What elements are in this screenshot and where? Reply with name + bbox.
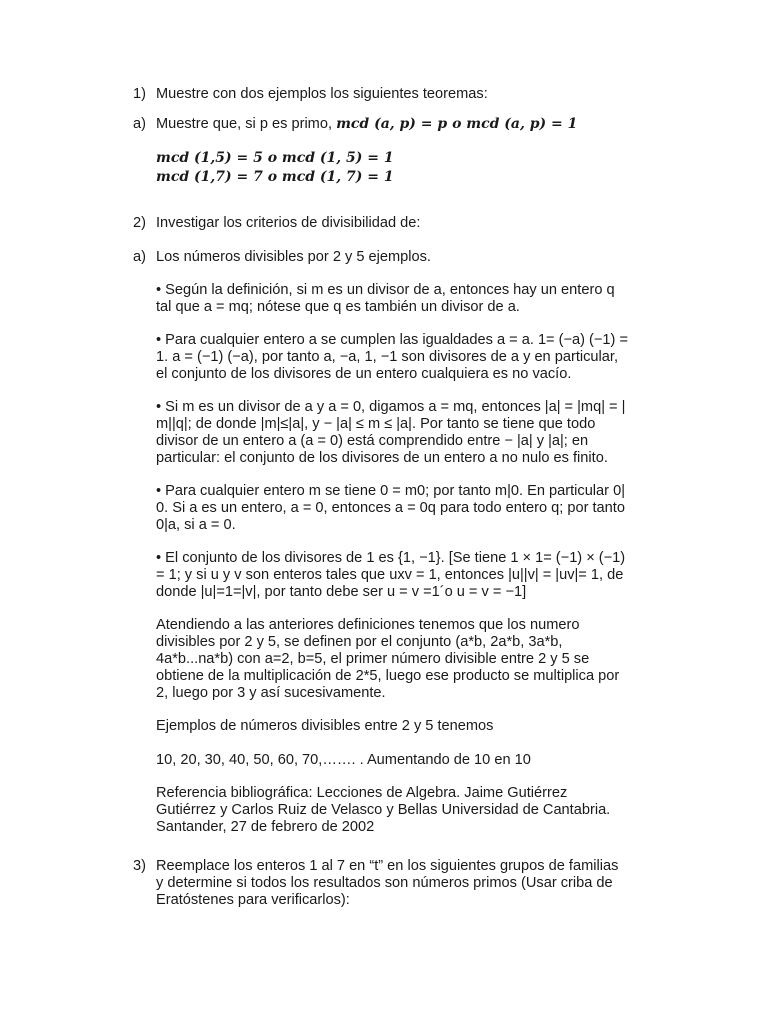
paragraph-3-line-2: m||q|; de donde |m|≤|a|, y − |a| ≤ m ≤ |a|. Por tanto se tiene que todo (156, 416, 596, 432)
item-2-text: Investigar los criterios de divisibilidad de: (156, 215, 421, 231)
item-1-number: 1) (133, 86, 146, 102)
paragraph-3-line-1: • Si m es un divisor de a y a = 0, digamos a = mq, entonces |a| = |mq| = | (156, 399, 626, 415)
example-line-2: mcd (1,7) = 7 o mcd (1, 7) = 1 (156, 169, 394, 185)
item-3-number: 3) (133, 858, 146, 874)
paragraph-2-line-1: • Para cualquier entero a se cumplen las igualdades a = a. 1= (−a) (−1) = (156, 332, 628, 348)
item-2-number: 2) (133, 215, 146, 231)
paragraph-5-line-2: = 1; y si u y v son enteros tales que uxv = 1, entonces |u||v| = |uv|= 1, de (156, 567, 624, 583)
paragraph-2-line-2: 1. a = (−1) (−a), por tanto a, −a, 1, −1 son divisores de a y en particular, (156, 349, 618, 365)
item-1-text: Muestre con dos ejemplos los siguientes teoremas: (156, 86, 488, 102)
reference-line-1: Referencia bibliográfica: Lecciones de Algebra. Jaime Gutiérrez (156, 785, 568, 801)
item-2a-number: a) (133, 249, 146, 265)
paragraph-2-line-3: el conjunto de los divisores de un entero cualquiera es no vacío. (156, 366, 572, 382)
paragraph-4-line-2: 0. Si a es un entero, a = 0, entonces a = 0q para todo entero q; por tanto (156, 500, 625, 516)
paragraph-6-line-5: 2, luego por 3 y así sucesivamente. (156, 685, 386, 701)
item-3-line-3: Eratóstenes para verificarlos): (156, 892, 350, 908)
reference-line-3: Santander, 27 de febrero de 2002 (156, 819, 375, 835)
item-3-line-2: y determine si todos los resultados son números primos (Usar criba de (156, 875, 613, 891)
paragraph-5-line-1: • El conjunto de los divisores de 1 es {1, −1}. [Se tiene 1 × 1= (−1) × (−1) (156, 550, 626, 566)
paragraph-4-line-1: • Para cualquier entero m se tiene 0 = m0; por tanto m|0. En particular 0| (156, 483, 625, 499)
paragraph-6-line-4: obtiene de la multiplicación de 2*5, luego ese producto se multiplica por (156, 668, 620, 684)
paragraph-4-line-3: 0|a, si a = 0. (156, 517, 236, 533)
paragraph-1-line-1: • Según la definición, si m es un divisor de a, entonces hay un entero q (156, 282, 615, 298)
paragraph-7-line-1: Ejemplos de números divisibles entre 2 y 5 tenemos (156, 718, 494, 734)
example-line-1: mcd (1,5) = 5 o mcd (1, 5) = 1 (156, 150, 394, 166)
paragraph-6-line-3: 4a*b...na*b) con a=2, b=5, el primer número divisible entre 2 y 5 se (156, 651, 590, 667)
paragraph-6-line-1: Atendiendo a las anteriores definiciones tenemos que los numero (156, 617, 580, 633)
paragraph-5-line-3: donde |u|=1=|v|, por tanto debe ser u = v =1´o u = v = −1] (156, 584, 527, 600)
paragraph-3-line-3: divisor de un entero a (a = 0) está comprendido entre − |a| y |a|; en (156, 433, 589, 449)
item-3-line-1: Reemplace los enteros 1 al 7 en “t” en los siguientes grupos de familias (156, 858, 619, 874)
paragraph-1-line-2: tal que a = mq; nótese que q es también un divisor de a. (156, 299, 520, 315)
item-1a-prose: Muestre que, si p es primo, (156, 116, 333, 132)
item-1a-text (156, 116, 577, 133)
reference-line-2: Gutiérrez y Carlos Ruiz de Velasco y Bellas Universidad de Cantabria. (156, 802, 611, 818)
item-1a-number: a) (133, 116, 146, 132)
paragraph-6-line-2: divisibles por 2 y 5, se definen por el conjunto (a*b, 2a*b, 3a*b, (156, 634, 563, 650)
paragraph-8-line-1: 10, 20, 30, 40, 50, 60, 70,……. . Aumentando de 10 en 10 (156, 752, 531, 768)
item-2a-text: Los números divisibles por 2 y 5 ejemplos. (156, 249, 431, 265)
item-1a-formula: mcd (a, p) = p o mcd (a, p) = 1 (336, 116, 578, 132)
paragraph-3-line-4: particular: el conjunto de los divisores de un entero a no nulo es finito. (156, 450, 608, 466)
